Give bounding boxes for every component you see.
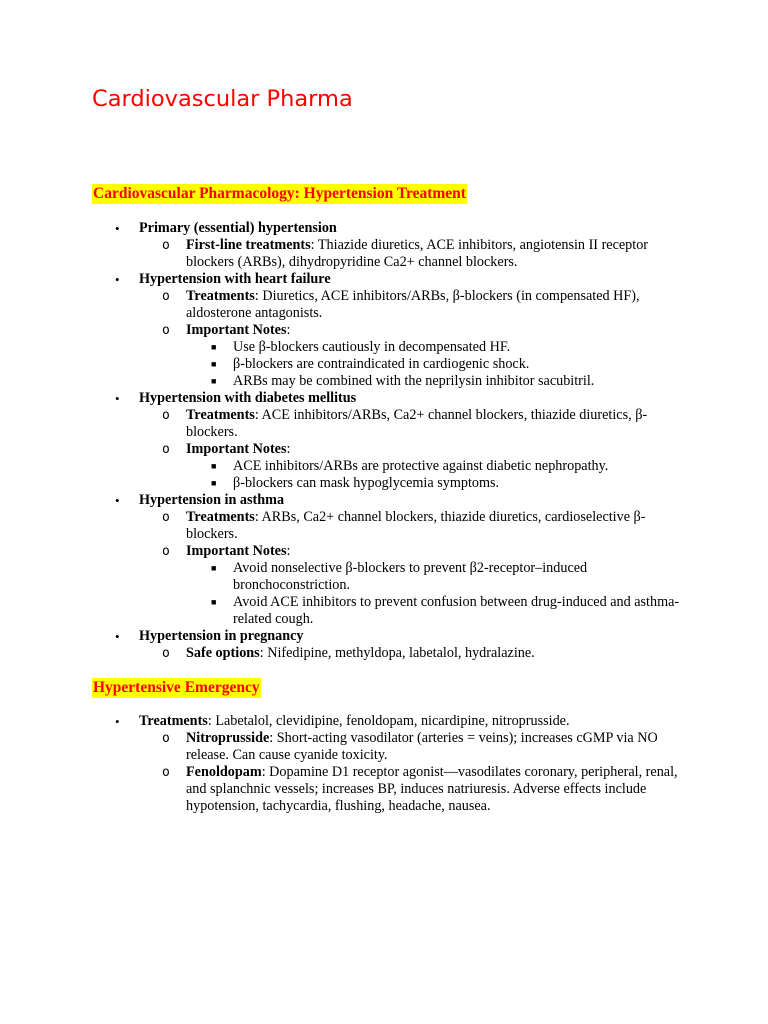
circle-bullet-icon: o [162,646,170,661]
note-text: ACE inhibitors/ARBs are protective against diabetic nephropathy. [233,458,609,474]
sub-list-item [139,288,692,322]
item-label: Hypertension with heart failure [139,271,331,287]
sub-item-label: Treatments [186,407,255,423]
note-item [186,356,692,373]
note-text: β-blockers can mask hypoglycemia symptoms. [233,475,500,491]
document-title: Cardiovascular Pharma [92,86,353,112]
sub-item-label: Important Notes [186,322,287,338]
circle-bullet-icon: o [162,289,170,304]
item-label: Primary (essential) hypertension [139,220,337,236]
item-label: Hypertension in asthma [139,492,285,508]
note-item [186,458,692,475]
circle-bullet-icon: o [162,510,170,525]
note-item [186,475,692,492]
note-text: Avoid ACE inhibitors to prevent confusion between drug-induced and asthma-related cough. [233,594,680,627]
sub-list-item [139,730,692,764]
bullet-icon: • [115,629,120,644]
bullet-icon: • [115,272,120,287]
sub-item-label: Treatments [186,509,255,525]
square-bullet-icon: ■ [211,478,217,488]
list-item [92,390,692,492]
list-item [92,628,692,662]
sub-item-label: Nitroprusside [186,730,270,746]
list-item [92,220,692,271]
sub-item-text: : Thiazide diuretics, ACE inhibitors, angiotensin II receptor blockers (ARBs), dihydropyridine Ca2+ channel blockers. [186,237,649,270]
circle-bullet-icon: o [162,442,170,457]
note-item [186,339,692,356]
bullet-icon: • [115,714,120,729]
sub-item-label: Important Notes [186,543,287,559]
note-item [186,594,692,628]
square-bullet-icon: ■ [211,342,217,352]
sub-list-item [139,543,692,628]
circle-bullet-icon: o [162,408,170,423]
note-item [186,560,692,594]
item-text: : Labetalol, clevidipine, fenoldopam, nicardipine, nitroprusside. [207,713,570,729]
circle-bullet-icon: o [162,765,170,780]
sub-item-label: First-line treatments [186,237,311,253]
sub-item-label: Important Notes [186,441,287,457]
section-heading-hypertensive-emergency: Hypertensive Emergency [93,679,260,696]
sub-item-text: : [286,543,291,559]
sub-list-item [139,322,692,390]
circle-bullet-icon: o [162,323,170,338]
bullet-icon: • [115,391,120,406]
note-item [186,373,692,390]
sub-item-label: Safe options [186,645,260,661]
item-label: Hypertension with diabetes mellitus [139,390,357,406]
sub-item-label: Fenoldopam [186,764,262,780]
circle-bullet-icon: o [162,544,170,559]
square-bullet-icon: ■ [211,359,217,369]
sub-list-item [139,441,692,492]
sub-item-text: : [286,322,291,338]
sub-list-item [139,645,692,662]
note-text: Avoid nonselective β-blockers to prevent β2-receptor–induced bronchoconstriction. [233,560,588,593]
circle-bullet-icon: o [162,238,170,253]
sub-item-text: : ACE inhibitors/ARBs, Ca2+ channel blockers, thiazide diuretics, β-blockers. [186,407,648,440]
sub-item-text: : ARBs, Ca2+ channel blockers, thiazide diuretics, cardioselective β-blockers. [186,509,646,542]
sub-item-text: : [286,441,291,457]
sub-item-text: : Dopamine D1 receptor agonist—vasodilates coronary, peripheral, renal, and splanchnic vessels; increases BP, induces natriuresis. Adverse effects include hypotension, tachycardia, flushing, headache, nausea. [186,764,678,814]
square-bullet-icon: ■ [211,597,217,607]
hypertension-treatment-list [92,220,692,662]
sub-list-item [139,237,692,271]
list-item [92,271,692,390]
sub-item-text: : Diuretics, ACE inhibitors/ARBs, β-blockers (in compensated HF), aldosterone antagonists. [186,288,640,321]
hypertensive-emergency-list [92,713,692,815]
item-label: Hypertension in pregnancy [139,628,304,644]
sub-item-label: Treatments [186,288,255,304]
bullet-icon: • [115,221,120,236]
circle-bullet-icon: o [162,731,170,746]
sub-item-text: : Nifedipine, methyldopa, labetalol, hydralazine. [259,645,535,661]
sub-item-text: : Short-acting vasodilator (arteries = veins); increases cGMP via NO release. Can cause cyanide toxicity. [186,730,658,763]
sub-list-item [139,407,692,441]
section-heading-hypertension-treatment: Cardiovascular Pharmacology: Hypertension Treatment [93,185,466,202]
note-text: Use β-blockers cautiously in decompensated HF. [233,339,511,355]
sub-list-item [139,764,692,815]
square-bullet-icon: ■ [211,461,217,471]
square-bullet-icon: ■ [211,376,217,386]
square-bullet-icon: ■ [211,563,217,573]
sub-list-item [139,509,692,543]
list-item [92,492,692,628]
note-text: β-blockers are contraindicated in cardiogenic shock. [233,356,530,372]
item-label: Treatments [139,713,208,729]
list-item [92,713,692,815]
note-text: ARBs may be combined with the neprilysin inhibitor sacubitril. [233,373,595,389]
bullet-icon: • [115,493,120,508]
